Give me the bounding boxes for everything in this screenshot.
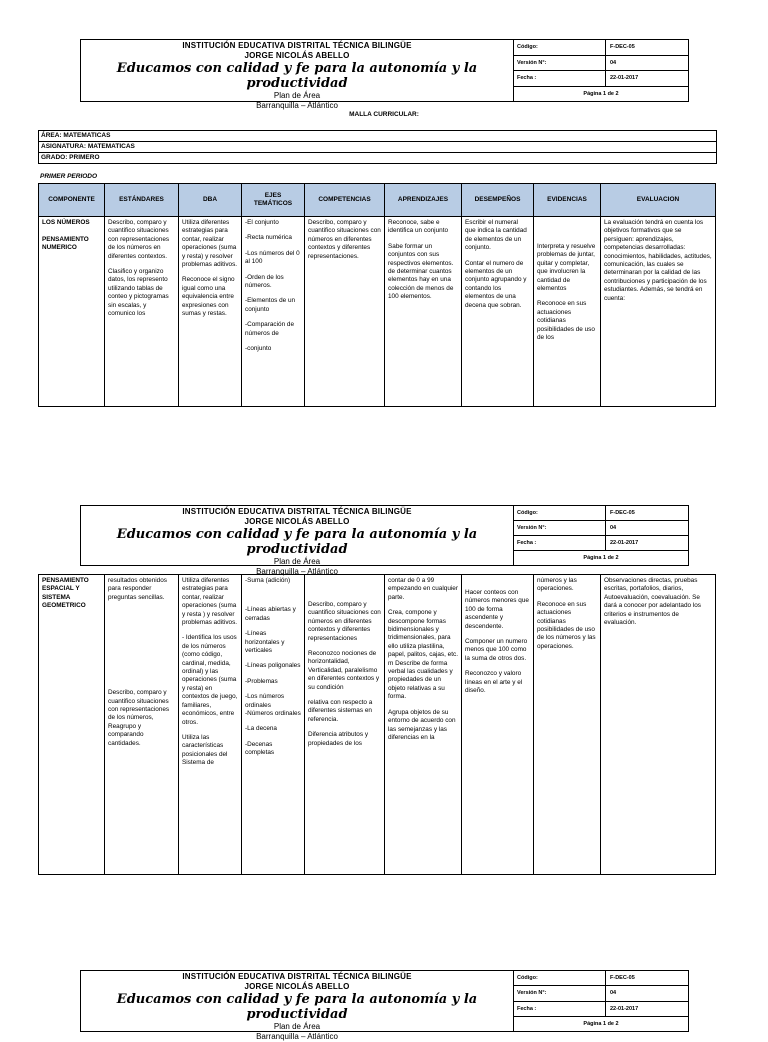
page-number: Página 1 de 2 (583, 555, 619, 561)
cell-text: -Líneas poligonales (245, 662, 301, 670)
document-control-block (514, 971, 688, 1031)
cell-text: -Elementos de un conjunto (245, 297, 296, 313)
cell-text: Interpreta y resuelve problemas de juntar, quitar y completar, que involucren la cantidad de elementos (537, 243, 596, 293)
plan-label: Plan de Área (273, 1022, 321, 1031)
document-header-page3 (80, 970, 689, 1041)
fecha-label: Fecha : (514, 1002, 606, 1016)
evaluacion-cell (601, 575, 716, 875)
col-evaluacion: EVALUACION (601, 184, 716, 217)
competencias-cell (305, 575, 385, 875)
curriculum-table-continued (38, 574, 716, 875)
period-label: PRIMER PERIODO (40, 173, 98, 180)
institution-name-line2: JORGE NICOLÁS ABELLO (244, 51, 350, 60)
evidencias-cell (534, 217, 601, 407)
codigo-value: F-DEC-05 (610, 975, 635, 982)
cell-text: -Comparación de números de (245, 321, 295, 337)
col-evidencias: EVIDENCIAS (534, 184, 601, 217)
cell-text: relativa con respecto a diferentes sistemas en referencia. (308, 699, 373, 723)
city-label: Barranquilla – Atlántico (256, 101, 338, 110)
col-ejes: EJES TEMÁTICOS (242, 184, 305, 217)
cell-text: Utiliza diferentes estrategias para contar, realizar operaciones (suma y resta) y resolver problemas aditivos. (182, 219, 238, 269)
componente-cell (39, 575, 105, 875)
cell-text: Agrupa objetos de su entorno de acuerdo con las semejanzas y las diferencias en la (388, 708, 456, 741)
institution-block (81, 506, 514, 576)
version-value: 04 (610, 990, 617, 997)
desempenos-cell (462, 575, 534, 875)
col-aprendizajes: APRENDIZAJES (385, 184, 462, 217)
asignatura-label: ASIGNATURA: MATEMATICAS (39, 142, 716, 153)
cell-text: -Los números del 0 al 100 (245, 249, 300, 266)
fecha-label: Fecha : (514, 536, 606, 550)
cell-text: Reconoce el signo igual como una equivalencia entre expresiones con sumas y restas. (182, 276, 235, 318)
componente-text: LOS NÚMEROS PENSAMIENTO NUMERICO (42, 219, 90, 252)
cell-text: -La decena (245, 725, 277, 733)
document-header-page2 (80, 505, 689, 576)
page-number: Página 1 de 2 (583, 90, 619, 97)
estandares-cell (105, 575, 179, 875)
cell-text: -El conjunto (245, 219, 279, 226)
col-competencias: COMPETENCIAS (305, 184, 385, 217)
version-value: 04 (610, 59, 617, 66)
cell-text: -Líneas abiertas y cerradas (245, 606, 296, 622)
cell-text: resultados obtenidos para responder preguntas sencillas. (108, 577, 167, 601)
codigo-value: F-DEC-05 (610, 44, 635, 51)
curriculum-table (38, 183, 716, 407)
institution-block (81, 40, 514, 110)
cell-text: -Decenas completas (245, 740, 275, 757)
cell-text: Observaciones directas, pruebas escritas, portafolios, diarios, Autoevaluación, coevaluación. Se dará a conocer por adelantado los criterios e instrumentos de evaluación. (604, 577, 701, 627)
cell-text: Utiliza las características posicionales del Sistema de (182, 733, 228, 767)
institution-name: INSTITUCIÓN EDUCATIVA DISTRITAL TÉCNICA BILINGÜE (182, 41, 412, 50)
fecha-value: 22-01-2017 (610, 540, 639, 546)
aprendizajes-cell (385, 575, 462, 875)
competencias-cell (305, 217, 385, 407)
motto: Educamos con calidad y fe para la autonomía y la productividad (116, 527, 478, 557)
cell-text: Crea, compone y descompone formas bidimensionales y tridimensionales, para ello utiliza plastilina, papel, palitos, cajas, etc. m Describe de forma verbal las cualidades y propiedades de un objeto relativas a su forma. (388, 609, 458, 701)
cell-text: Reconozco y valoro líneas en el arte y el diseño. (465, 670, 523, 695)
cell-text: La evaluación tendrá en cuenta los objetivos formativos que se persiguen: aprendizajes, competencias desarrolladas: conocimientos, habilidades, actitudes, comunicación, las cuales se determinaran por la calidad de las contribuciones y participación de los estudiantes. Además, se tendrá en cuenta: (604, 219, 712, 302)
evaluacion-cell (601, 217, 716, 407)
cell-text: Reconoce en sus actuaciones cotidianas posibilidades de uso de los números y las operaciones. (537, 600, 596, 650)
cell-text: Reconozco nociones de horizontalidad, Verticalidad, paralelismo en diferentes contextos y su condición (308, 650, 380, 691)
fecha-value: 22-01-2017 (610, 1005, 639, 1012)
page-number: Página 1 de 2 (583, 1020, 619, 1027)
cell-text: Componer un numero menos que 100 como la suma de otros dos. (465, 638, 528, 662)
institution-name: INSTITUCIÓN EDUCATIVA DISTRITAL TÉCNICA BILINGÜE (182, 507, 412, 516)
version-label: Versión N°: (514, 521, 606, 535)
fecha-label: Fecha : (514, 71, 606, 86)
cell-text: Reconoce en sus actuaciones cotidianas posibilidades de uso de los (537, 300, 595, 342)
document-control-block (514, 506, 688, 565)
codigo-value: F-DEC-05 (610, 510, 635, 516)
cell-text: Sabe formar un conjuntos con sus respectivos elementos. de determinar cuantos elementos hay en una colección de menos de 100 elementos. (388, 242, 454, 301)
dba-cell (179, 575, 242, 875)
version-label: Versión N°: (514, 986, 606, 1000)
dba-cell (179, 217, 242, 407)
city-label: Barranquilla – Atlántico (256, 1032, 338, 1041)
cell-text: Escribir el numeral que indica la cantidad de elementos de un conjunto. (465, 219, 527, 252)
componente-text: PENSAMIENTO ESPACIAL Y SISTEMA GEOMETRICO (42, 577, 89, 610)
institution-block (81, 971, 514, 1041)
cell-text: números y las operaciones. (537, 577, 577, 593)
table-row (39, 217, 716, 407)
ejes-cell (242, 575, 305, 875)
col-componente: COMPONENTE (39, 184, 105, 217)
area-label: ÁREA: MATEMATICAS (39, 131, 716, 142)
cell-text: Diferencia atributos y propiedades de los (308, 731, 369, 747)
grado-label: GRADO: PRIMERO (41, 154, 100, 161)
cell-text: - Identifica los usos de los números (como código, cardinal, medida, ordinal) y las operaciones (suma y resta) en contextos de juego, familiares, económicos, entre otros. (182, 634, 238, 726)
institution-name-line2: JORGE NICOLÁS ABELLO (244, 517, 350, 526)
motto: Educamos con calidad y fe para la autonomía y la productividad (116, 61, 478, 91)
cell-text: Contar el numero de elementos de un conjunto agrupando y contando los elementos de una decena que sobran. (465, 259, 527, 309)
cell-text: Describo, comparo y cuantifico situaciones con números en diferentes contextos y diferentes representaciones. (308, 219, 381, 260)
cell-text: -Suma (adición) (245, 577, 291, 584)
cell-text: Reconoce, sabe e identifica un conjunto (388, 219, 449, 235)
cell-text: -Problemas (245, 677, 278, 685)
table-row (39, 575, 716, 875)
plan-label: Plan de Área (273, 557, 321, 566)
codigo-label: Código: (514, 506, 606, 520)
fecha-value: 22-01-2017 (610, 75, 639, 82)
cell-text: Describo, comparo y cuantifico situaciones con representaciones de los números en diferentes contextos. (108, 219, 170, 260)
cell-text: Describo, comparo y cuantifico situaciones con números en diferentes contextos y diferentes representaciones (308, 601, 381, 642)
cell-text: contar de 0 a 99 empezando en cualquier parte. (388, 577, 458, 601)
cell-text: -conjunto (245, 345, 272, 353)
cell-text: Utiliza diferentes estrategias para contar, realizar operaciones (suma y resta ) y resolver problemas aditivos. (182, 577, 238, 627)
col-dba: DBA (179, 184, 242, 217)
codigo-label: Código: (514, 971, 606, 985)
ejes-cell (242, 217, 305, 407)
document-control-block (514, 40, 688, 101)
codigo-label: Código: (514, 40, 606, 55)
col-desempenos: DESEMPEÑOS (462, 184, 534, 217)
plan-label: Plan de Área (273, 91, 321, 100)
componente-cell (39, 217, 105, 407)
institution-name-line2: JORGE NICOLÁS ABELLO (244, 982, 350, 991)
cell-text: Describo, comparo y cuantifico situaciones con representaciones de los números, Reagrupo y comparando cantidades. (108, 689, 170, 747)
desempenos-cell (462, 217, 534, 407)
institution-name: INSTITUCIÓN EDUCATIVA DISTRITAL TÉCNICA BILINGÜE (182, 972, 412, 981)
aprendizajes-cell (385, 217, 462, 407)
cell-text: Clasifico y organizo datos, los represento utilizando tablas de conteo y pictogramas sin escalas, y comunico los (108, 268, 169, 318)
col-estandares: ESTÁNDARES (105, 184, 179, 217)
cell-text: -Líneas horizontales y verticales (245, 630, 285, 655)
cell-text: Hacer conteos con números menores que 100 de forma ascendente y descendente. (465, 589, 529, 630)
cell-text: -Orden de los números. (245, 273, 284, 290)
version-label: Versión N°: (514, 56, 606, 71)
cell-text: -Los números ordinales -Números ordinales (245, 693, 301, 718)
subject-info (38, 130, 717, 164)
document-header (80, 39, 689, 110)
version-value: 04 (610, 525, 617, 531)
estandares-cell (105, 217, 179, 407)
page-title: MALLA CURRICULAR: (349, 111, 419, 118)
city-label: Barranquilla – Atlántico (256, 567, 338, 576)
evidencias-cell (534, 575, 601, 875)
motto: Educamos con calidad y fe para la autonomía y la productividad (116, 992, 478, 1022)
cell-text: -Recta numérica (245, 234, 292, 242)
